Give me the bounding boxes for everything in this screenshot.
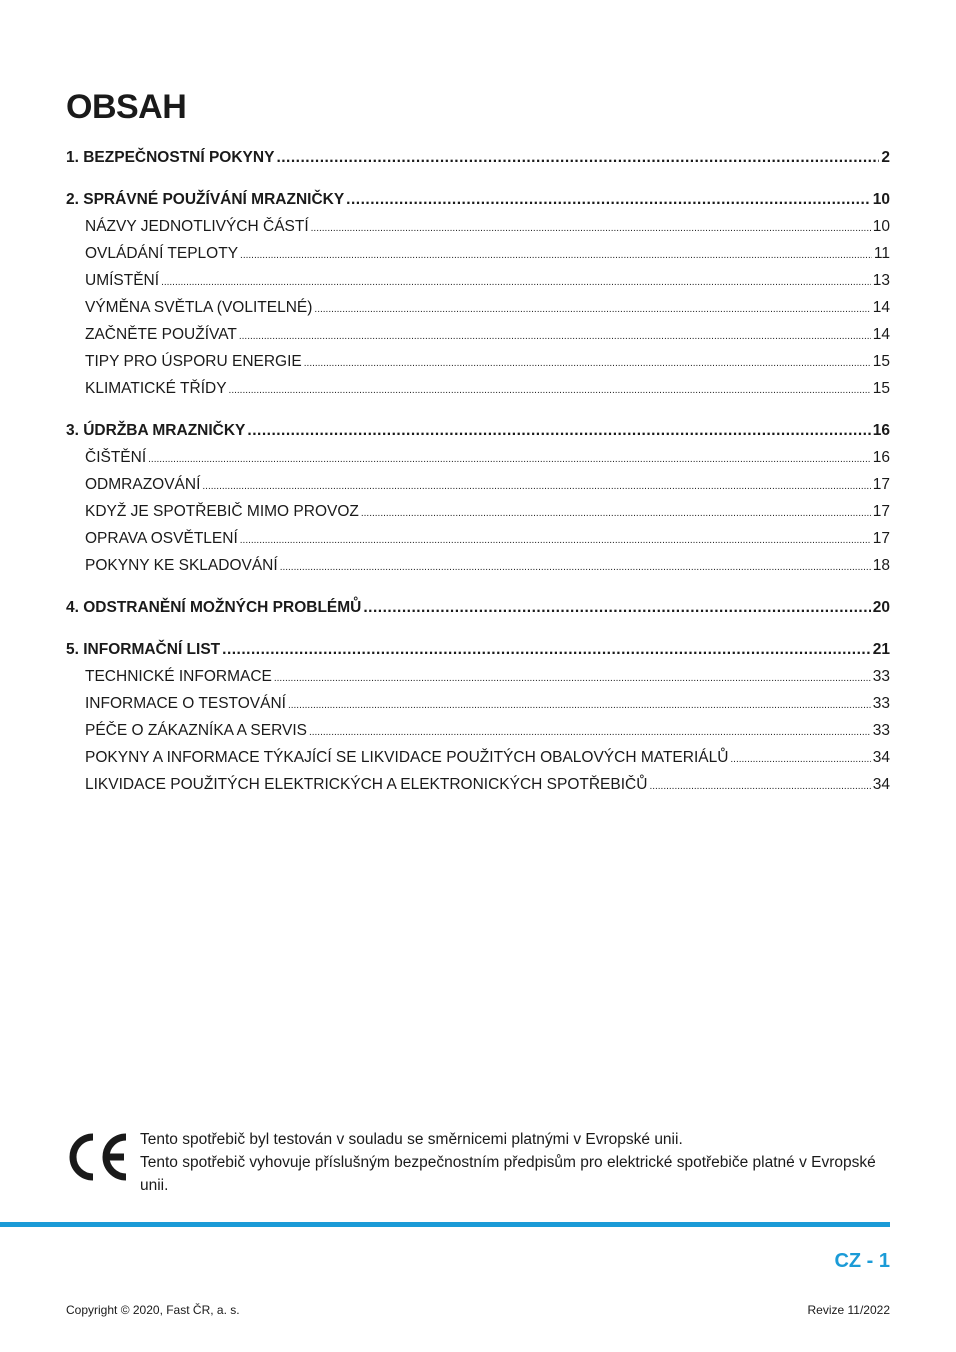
toc-leader-dots: [649, 771, 870, 800]
toc-subentry-page: 17: [872, 530, 890, 547]
toc-leader-dots: [280, 552, 871, 581]
toc-leader-dots: [240, 240, 872, 269]
toc-subentry-label: LIKVIDACE POUŽITÝCH ELEKTRICKÝCH A ELEKTRONICKÝCH SPOTŘEBIČŮ: [85, 776, 648, 793]
toc-leader-dots: [202, 471, 870, 500]
toc-subentry[interactable]: [66, 471, 890, 498]
toc-subentry-label: OVLÁDÁNÍ TEPLOTY: [85, 245, 239, 262]
toc-leader-dots: [314, 294, 870, 323]
toc-subentry-page: 13: [872, 272, 890, 289]
toc-subentry[interactable]: [66, 690, 890, 717]
toc-leader-dots: [229, 375, 871, 404]
toc-subentry[interactable]: [66, 321, 890, 348]
footer-divider: [0, 1222, 890, 1227]
ce-text: [140, 1128, 890, 1197]
toc-subentry-label: ODMRAZOVÁNÍ: [85, 476, 201, 493]
toc-subentry[interactable]: [66, 717, 890, 744]
toc-subentry[interactable]: [66, 498, 890, 525]
toc-entry[interactable]: [66, 636, 890, 663]
toc-subentry-page: 33: [872, 695, 890, 712]
toc-subentry-page: 15: [872, 380, 890, 397]
toc-entry-page: 2: [881, 149, 890, 166]
toc-leader-dots: [274, 663, 871, 692]
ce-text-line-1: Tento spotřebič byl testován v souladu se směrnicemi platnými v Evropské unii.: [140, 1131, 683, 1148]
toc-entry-label: 2. SPRÁVNÉ POUŽÍVÁNÍ MRAZNIČKY: [66, 191, 345, 208]
toc-subentry-page: 14: [872, 299, 890, 316]
toc-entry[interactable]: [66, 186, 890, 213]
toc-entry-page: 21: [872, 641, 890, 658]
toc-subentry-page: 16: [872, 449, 890, 466]
toc-leader-dots: [240, 525, 871, 554]
toc-subentry[interactable]: [66, 444, 890, 471]
toc-subentry-label: PÉČE O ZÁKAZNÍKA A SERVIS: [85, 722, 307, 739]
ce-mark-icon: [66, 1131, 130, 1183]
toc-leader-dots: [161, 267, 871, 296]
toc-subentry[interactable]: [66, 744, 890, 771]
toc-subentry[interactable]: [66, 552, 890, 579]
revision-text: Revize 11/2022: [807, 1303, 890, 1317]
toc-subentry[interactable]: [66, 348, 890, 375]
toc-leader-dots: [288, 690, 871, 719]
toc-leader-dots: [276, 144, 879, 171]
toc-leader-dots: [247, 417, 870, 444]
toc-subentry-label: VÝMĚNA SVĚTLA (VOLITELNÉ): [85, 299, 313, 316]
toc-subentry-page: 17: [872, 476, 890, 493]
toc-subentry-page: 15: [872, 353, 890, 370]
toc-subentry-page: 34: [872, 776, 890, 793]
toc-subentry-label: ZAČNĚTE POUŽÍVAT: [85, 326, 237, 343]
toc-entry-label: 3. ÚDRŽBA MRAZNIČKY: [66, 422, 246, 439]
toc-leader-dots: [346, 186, 871, 213]
toc-subentry-page: 11: [873, 245, 890, 262]
toc-entry[interactable]: [66, 594, 890, 621]
toc-subentry-page: 33: [872, 668, 890, 685]
copyright-text: Copyright © 2020, Fast ČR, a. s.: [66, 1303, 240, 1317]
toc-subentry-label: POKYNY A INFORMACE TÝKAJÍCÍ SE LIKVIDACE POUŽITÝCH OBALOVÝCH MATERIÁLŮ: [85, 749, 729, 766]
toc-subentry-label: ČIŠTĚNÍ: [85, 449, 147, 466]
toc-entry-label: 1. BEZPEČNOSTNÍ POKYNY: [66, 149, 275, 166]
toc-entry-label: 4. ODSTRANĚNÍ MOŽNÝCH PROBLÉMŮ: [66, 599, 362, 616]
toc-subentry-label: NÁZVY JEDNOTLIVÝCH ČÁSTÍ: [85, 218, 309, 235]
toc-leader-dots: [304, 348, 871, 377]
toc-subentry-page: 17: [872, 503, 890, 520]
page-number: CZ - 1: [834, 1250, 890, 1272]
toc-section-1: [66, 144, 890, 171]
toc-entry-label: 5. INFORMAČNÍ LIST: [66, 641, 221, 658]
toc-subentry-label: INFORMACE O TESTOVÁNÍ: [85, 695, 286, 712]
toc-section-5: [66, 636, 890, 798]
toc-subentry-page: 18: [872, 557, 890, 574]
toc-subentry-label: KLIMATICKÉ TŘÍDY: [85, 380, 227, 397]
toc-entry[interactable]: [66, 144, 890, 171]
toc-leader-dots: [311, 213, 871, 242]
toc-subentry-page: 10: [872, 218, 890, 235]
toc-section-2: [66, 186, 890, 402]
toc-section-3: [66, 417, 890, 579]
toc-leader-dots: [239, 321, 871, 350]
toc-entry-page: 16: [872, 422, 890, 439]
toc-leader-dots: [148, 444, 871, 473]
toc-subentry[interactable]: [66, 663, 890, 690]
page-title: OBSAH: [66, 88, 187, 126]
toc-subentry[interactable]: [66, 267, 890, 294]
toc-subentry-label: KDYŽ JE SPOTŘEBIČ MIMO PROVOZ: [85, 503, 359, 520]
toc-leader-dots: [309, 717, 871, 746]
ce-text-line-2: Tento spotřebič vyhovuje příslušným bezpečnostním předpisům pro elektrické spotřebiče platné v Evropské unii.: [140, 1154, 876, 1194]
toc-subentry[interactable]: [66, 525, 890, 552]
toc-subentry[interactable]: [66, 771, 890, 798]
toc-subentry[interactable]: [66, 213, 890, 240]
toc-subentry-page: 33: [872, 722, 890, 739]
toc-subentry-label: TIPY PRO ÚSPORU ENERGIE: [85, 353, 302, 370]
toc-entry-page: 10: [872, 191, 890, 208]
toc-subentry-page: 34: [872, 749, 890, 766]
toc-leader-dots: [222, 636, 871, 663]
toc-section-4: [66, 594, 890, 621]
toc-entry[interactable]: [66, 417, 890, 444]
toc-leader-dots: [363, 594, 870, 621]
table-of-contents: [66, 144, 890, 813]
toc-subentry-label: UMÍSTĚNÍ: [85, 272, 160, 289]
toc-subentry[interactable]: [66, 240, 890, 267]
toc-entry-page: 20: [872, 599, 890, 616]
toc-subentry-label: OPRAVA OSVĚTLENÍ: [85, 530, 238, 547]
toc-subentry-label: POKYNY KE SKLADOVÁNÍ: [85, 557, 278, 574]
toc-subentry[interactable]: [66, 294, 890, 321]
toc-subentry-page: 14: [872, 326, 890, 343]
toc-leader-dots: [361, 498, 871, 527]
ce-conformity-notice: [66, 1128, 890, 1198]
toc-leader-dots: [730, 744, 870, 773]
toc-subentry[interactable]: [66, 375, 890, 402]
toc-subentry-label: TECHNICKÉ INFORMACE: [85, 668, 272, 685]
